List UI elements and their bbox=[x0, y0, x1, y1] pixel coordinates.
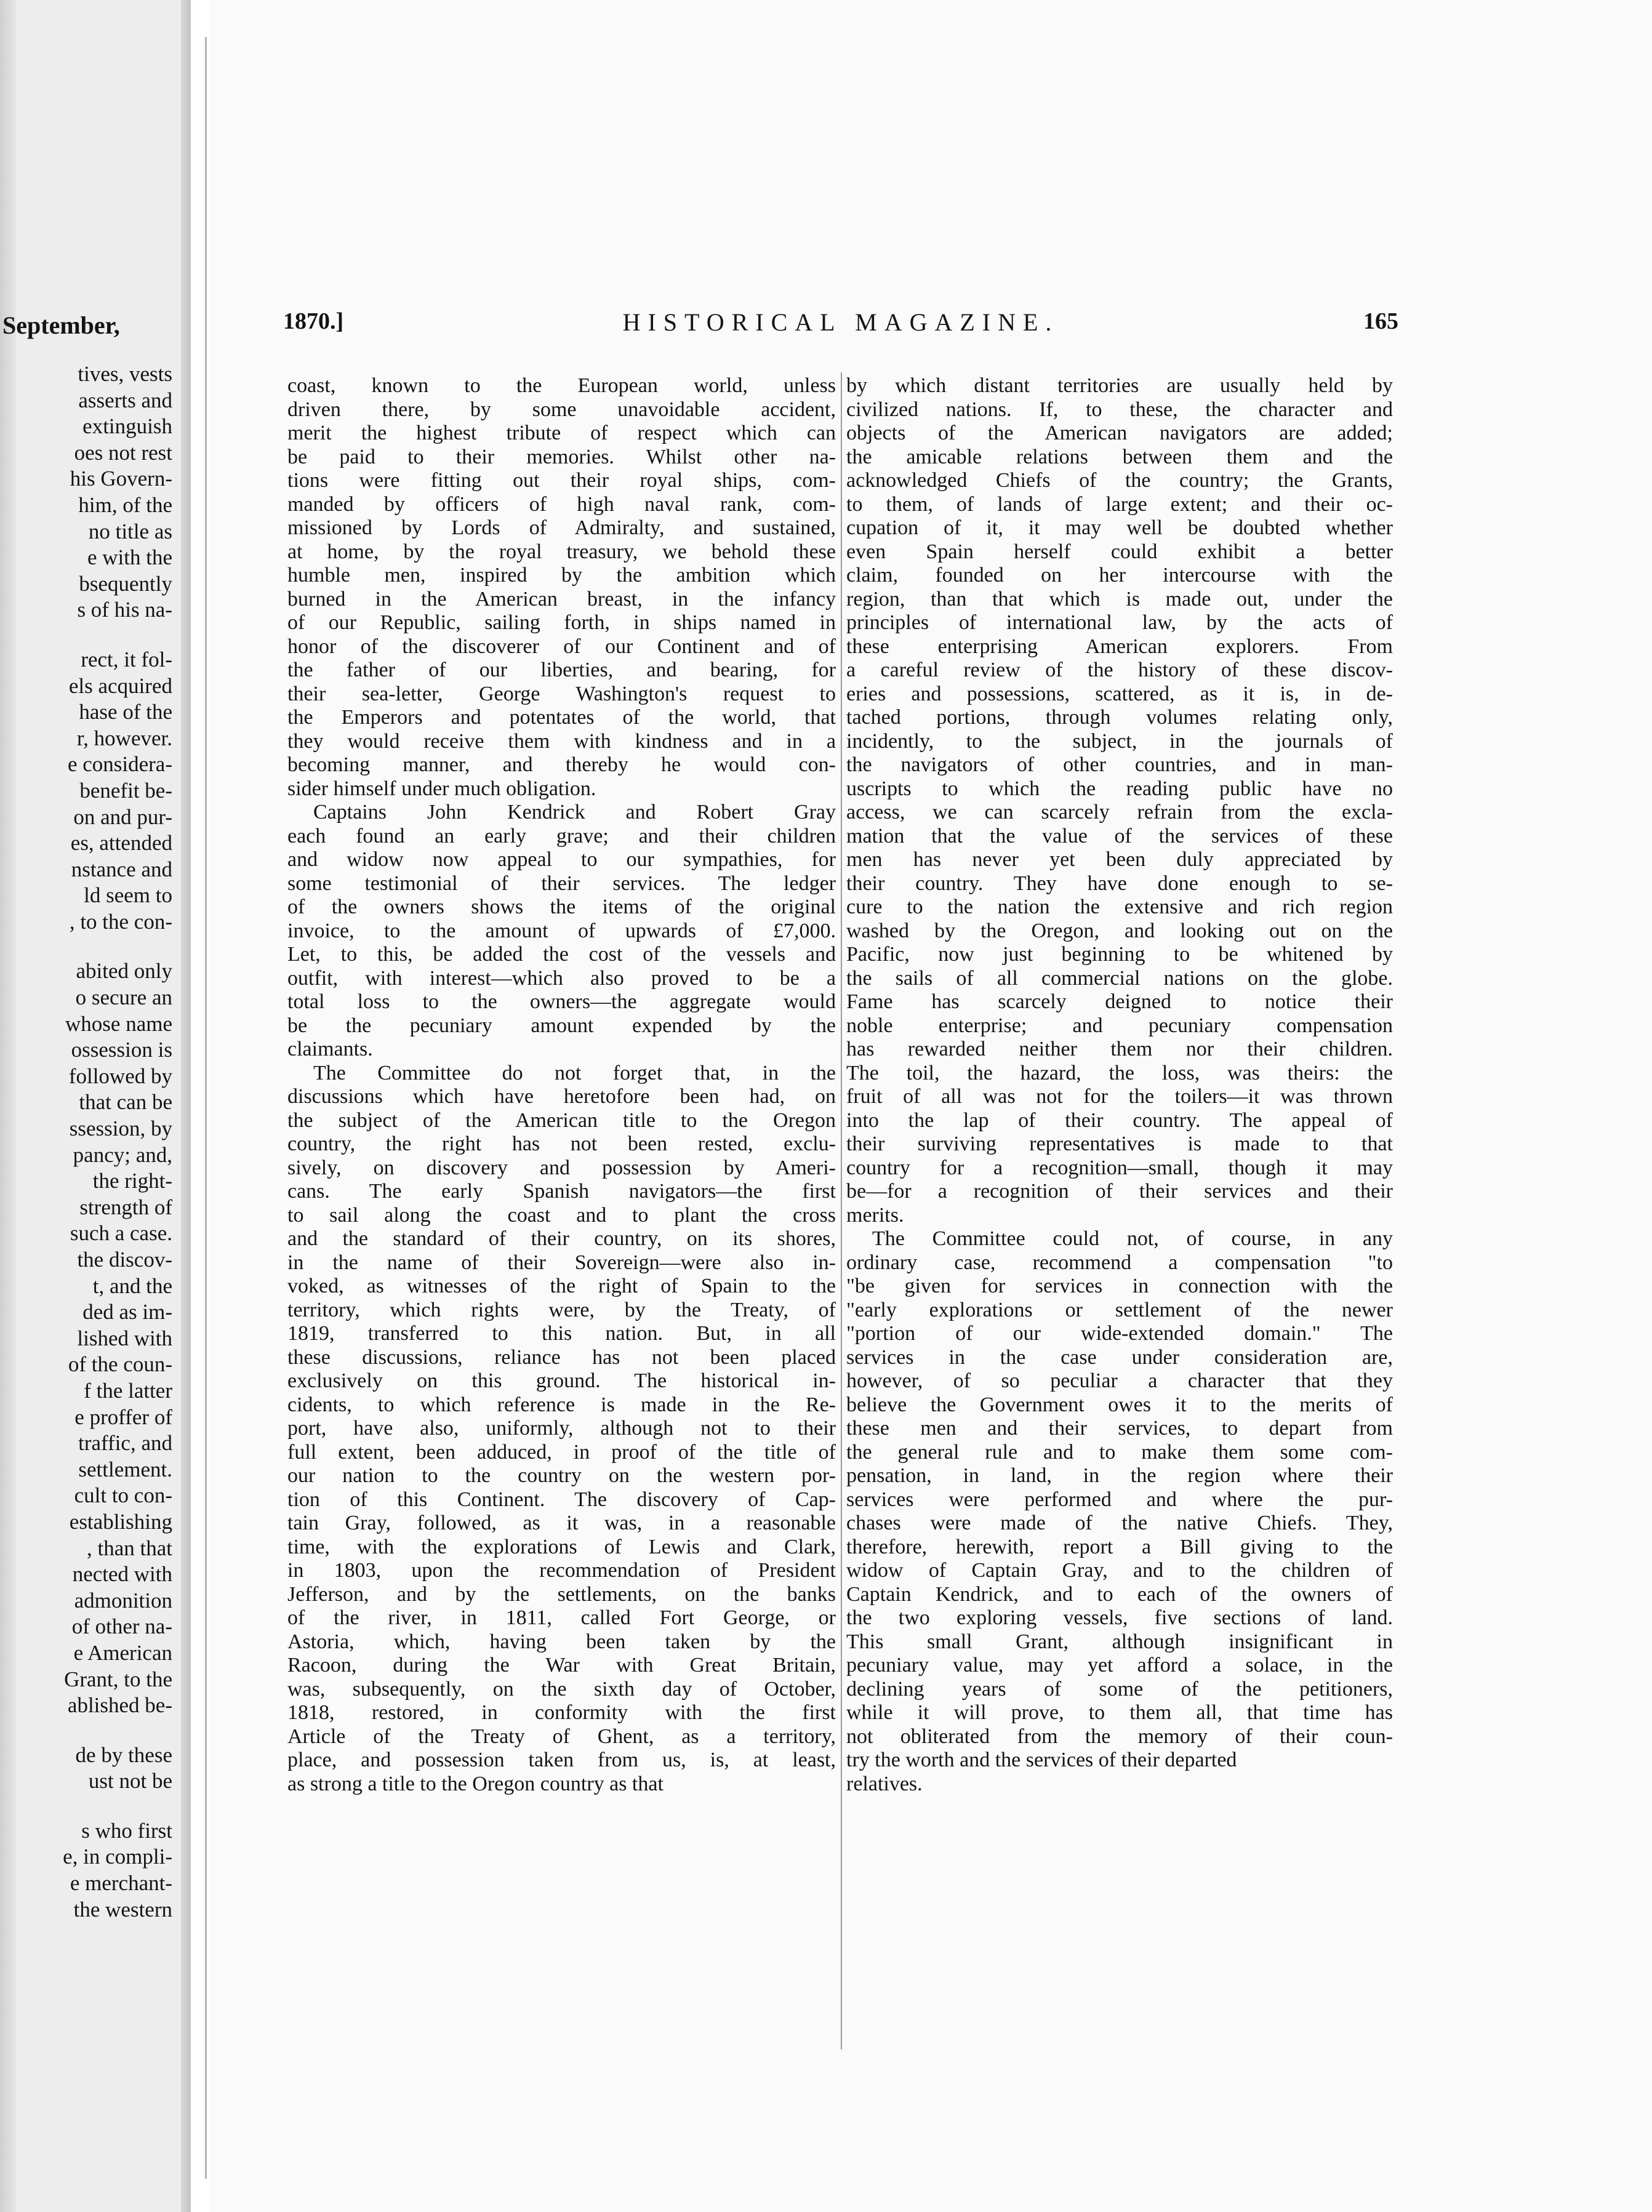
text-line: territory, which rights were, by the Treaty, of bbox=[287, 1298, 836, 1321]
text-column-left bbox=[287, 374, 836, 1796]
text-line: pensation, in land, in the region where their bbox=[846, 1464, 1393, 1487]
text-line: coast, known to the European world, unless bbox=[287, 374, 836, 397]
facing-page-line: es, attended bbox=[70, 831, 172, 856]
text-line: by which distant territories are usually held by bbox=[846, 374, 1393, 397]
text-line: humble men, inspired by the ambition which bbox=[287, 564, 836, 587]
text-line: civilized nations. If, to these, the character and bbox=[846, 398, 1393, 421]
facing-page-line: followed by bbox=[68, 1064, 172, 1088]
facing-page-line: tives, vests bbox=[78, 362, 172, 386]
gutter-rule bbox=[205, 37, 207, 2179]
text-line: tached portions, through volumes relating only, bbox=[846, 706, 1393, 729]
text-line: Article of the Treaty of Ghent, as a territory, bbox=[287, 1725, 836, 1748]
text-line: each found an early grave; and their children bbox=[287, 824, 836, 848]
facing-page-line: extinguish bbox=[82, 414, 172, 439]
text-line: to them, of lands of large extent; and their oc- bbox=[846, 492, 1393, 516]
text-line: time, with the explorations of Lewis and Clark, bbox=[287, 1535, 836, 1558]
text-line: total loss to the owners—the aggregate would bbox=[287, 990, 836, 1013]
text-line: therefore, herewith, report a Bill giving to the bbox=[846, 1535, 1393, 1558]
text-line: be—for a recognition of their services and their bbox=[846, 1180, 1393, 1203]
text-line: believe the Government owes it to the merits of bbox=[846, 1393, 1393, 1416]
text-line: be paid to their memories. Whilst other na- bbox=[287, 445, 836, 468]
facing-page-line: admonition bbox=[74, 1588, 172, 1613]
text-line: The Committee do not forget that, in the bbox=[313, 1061, 836, 1084]
running-header bbox=[283, 308, 1398, 345]
text-line: cure to the nation the extensive and rich region bbox=[846, 896, 1393, 918]
text-line: sider himself under much obligation. bbox=[287, 777, 596, 800]
text-line: Astoria, which, having been taken by the bbox=[287, 1630, 836, 1653]
text-line: claimants. bbox=[287, 1038, 373, 1060]
facing-page-line bbox=[0, 1719, 172, 1742]
facing-page-line: r, however. bbox=[76, 726, 172, 750]
text-line: to sail along the coast and to plant the cross bbox=[287, 1203, 836, 1227]
facing-page-line: bsequently bbox=[79, 571, 172, 596]
text-line: the navigators of other countries, and in man- bbox=[846, 753, 1393, 776]
text-line: The toil, the hazard, the loss, was theirs: the bbox=[846, 1061, 1393, 1084]
text-line: Let, to this, be added the cost of the vessels and bbox=[287, 943, 836, 966]
text-line: be the pecuniary amount expended by the bbox=[287, 1014, 836, 1037]
text-line: outfit, with interest—which also proved to be a bbox=[287, 966, 836, 990]
facing-page-line: ossession is bbox=[71, 1038, 172, 1062]
text-line: these men and their services, to depart from bbox=[846, 1417, 1393, 1440]
text-line: not obliterated from the memory of their coun- bbox=[846, 1725, 1393, 1748]
facing-page-line: de by these bbox=[75, 1742, 172, 1767]
text-line: acknowledged Chiefs of the country; the Grants, bbox=[846, 469, 1393, 492]
text-line: has rewarded neither them nor their children. bbox=[846, 1038, 1393, 1060]
facing-page-line: , to the con- bbox=[69, 909, 172, 934]
facing-page-line: establishing bbox=[69, 1509, 172, 1534]
text-line: manded by officers of high naval rank, com- bbox=[287, 492, 836, 516]
facing-page-line: strength of bbox=[79, 1195, 172, 1219]
facing-page-line: nected with bbox=[72, 1562, 172, 1587]
facing-page-line: , than that bbox=[87, 1536, 172, 1560]
facing-page-line: on and pur- bbox=[73, 804, 172, 829]
facing-page-line: e, in compli- bbox=[63, 1845, 172, 1869]
facing-page-line: e American bbox=[73, 1640, 172, 1665]
page-number: 165 bbox=[1363, 308, 1398, 334]
facing-page-line: Grant, to the bbox=[64, 1667, 172, 1691]
facing-page-line: the right- bbox=[92, 1169, 172, 1193]
text-line: in the name of their Sovereign—were also in- bbox=[287, 1251, 836, 1274]
text-line: of the owners shows the items of the original bbox=[287, 896, 836, 918]
facing-page-line: abited only bbox=[76, 959, 172, 984]
text-line: a careful review of the history of these discov- bbox=[846, 659, 1393, 681]
facing-page-line: whose name bbox=[65, 1011, 172, 1036]
facing-page-line: benefit be- bbox=[79, 778, 172, 803]
text-line: merit the highest tribute of respect which can bbox=[287, 422, 836, 444]
text-line: their surviving representatives is made to that bbox=[846, 1132, 1393, 1155]
text-line: and the standard of their country, on its shores, bbox=[287, 1227, 836, 1250]
text-line: pecuniary value, may yet afford a solace, in the bbox=[846, 1654, 1393, 1677]
text-line: the subject of the American title to the Oregon bbox=[287, 1108, 836, 1132]
facing-page-line: oes not rest bbox=[74, 440, 172, 465]
text-line: mation that the value of the services of these bbox=[846, 824, 1393, 848]
text-line: their country. They have done enough to se- bbox=[846, 872, 1393, 895]
facing-page-line bbox=[0, 935, 172, 958]
facing-page-header: September, bbox=[2, 311, 120, 339]
text-line: "early explorations or settlement of the newer bbox=[846, 1298, 1393, 1321]
text-line: exclusively on this ground. The historical in- bbox=[287, 1369, 836, 1392]
text-line: Jefferson, and by the settlements, on the banks bbox=[287, 1582, 836, 1606]
text-line: our nation to the country on the western por- bbox=[287, 1464, 836, 1487]
text-line: these enterprising American explorers. From bbox=[846, 635, 1393, 658]
text-line: honor of the discoverer of our Continent and of bbox=[287, 635, 836, 658]
facing-page-line: rect, it fol- bbox=[81, 647, 172, 671]
facing-page-line: ablished be- bbox=[67, 1693, 172, 1718]
text-line: Fame has scarcely deigned to notice their bbox=[846, 990, 1393, 1013]
text-line: services in the case under consideration are, bbox=[846, 1345, 1393, 1369]
text-line: of the river, in 1811, called Fort George, or bbox=[287, 1606, 836, 1629]
facing-page-line: no title as bbox=[88, 519, 172, 543]
text-line: fruit of all was not for the toilers—it was thrown bbox=[846, 1085, 1393, 1108]
text-line: try the worth and the services of their departed bbox=[846, 1749, 1237, 1771]
text-line: eries and possessions, scattered, as it is, in de- bbox=[846, 682, 1393, 705]
text-line: Pacific, now just beginning to be whitened by bbox=[846, 943, 1393, 966]
facing-page-line: s of his na- bbox=[77, 598, 172, 622]
facing-page-line: him, of the bbox=[78, 492, 172, 517]
facing-page-line: lished with bbox=[77, 1326, 172, 1350]
header-year: 1870.] bbox=[283, 308, 344, 334]
text-line: merits. bbox=[846, 1203, 904, 1227]
text-line: becoming manner, and thereby he would con- bbox=[287, 753, 836, 776]
text-line: they would receive them with kindness and in a bbox=[287, 729, 836, 753]
column-rule bbox=[841, 372, 842, 2050]
facing-page-line: o secure an bbox=[75, 985, 172, 1010]
facing-page-line: asserts and bbox=[78, 388, 172, 412]
text-line: cupation of it, it may well be doubted whether bbox=[846, 516, 1393, 539]
text-line: of our Republic, sailing forth, in ships named in bbox=[287, 611, 836, 634]
text-line: these discussions, reliance has not been placed bbox=[287, 1345, 836, 1369]
facing-page-line: els acquired bbox=[68, 673, 172, 698]
text-line: the amicable relations between them and the bbox=[846, 445, 1393, 468]
facing-page-line bbox=[0, 1795, 172, 1818]
text-line: invoice, to the amount of upwards of £7,000. bbox=[287, 919, 836, 942]
text-line: sively, on discovery and possession by Ameri- bbox=[287, 1156, 836, 1179]
text-line: widow of Captain Gray, and to the children of bbox=[846, 1559, 1393, 1582]
text-line: tain Gray, followed, as it was, in a reasonable bbox=[287, 1512, 836, 1534]
text-line: region, than that which is made out, under the bbox=[846, 587, 1393, 611]
facing-page-line: the discov- bbox=[77, 1248, 172, 1272]
facing-page-line: cult to con- bbox=[74, 1483, 172, 1508]
facing-page-line: pancy; and, bbox=[73, 1142, 172, 1167]
facing-page-line: t, and the bbox=[92, 1273, 172, 1298]
text-line: The Committee could not, of course, in any bbox=[872, 1227, 1393, 1250]
text-line: access, we can scarcely refrain from the excla- bbox=[846, 801, 1393, 823]
text-line: port, have also, uniformly, although not to their bbox=[287, 1417, 836, 1440]
text-line: tion of this Continent. The discovery of Cap- bbox=[287, 1488, 836, 1511]
facing-page-line: e merchant- bbox=[70, 1871, 172, 1896]
text-line: tions were fitting out their royal ships, com- bbox=[287, 469, 836, 492]
text-line: relatives. bbox=[846, 1772, 923, 1795]
facing-page-line: e with the bbox=[87, 545, 172, 570]
text-line: noble enterprise; and pecuniary compensation bbox=[846, 1014, 1393, 1037]
facing-page-line: hase of the bbox=[79, 700, 172, 724]
facing-page-line: f the latter bbox=[84, 1378, 172, 1403]
facing-page-line: ssession, by bbox=[69, 1116, 172, 1141]
facing-page-line: of the coun- bbox=[68, 1352, 172, 1377]
text-line: driven there, by some unavoidable accident, bbox=[287, 398, 836, 421]
facing-page-line: his Govern- bbox=[70, 467, 172, 491]
text-line: country for a recognition—small, though it may bbox=[846, 1156, 1393, 1179]
text-line: Racoon, during the War with Great Britain, bbox=[287, 1654, 836, 1677]
text-column-right bbox=[846, 374, 1393, 1796]
text-line: the general rule and to make them some com- bbox=[846, 1440, 1393, 1464]
text-line: as strong a title to the Oregon country as that bbox=[287, 1772, 664, 1795]
facing-page-line bbox=[0, 623, 172, 647]
page-fold bbox=[181, 0, 191, 2212]
text-line: 1818, restored, in conformity with the first bbox=[287, 1701, 836, 1724]
text-line: the Emperors and potentates of the world, that bbox=[287, 706, 836, 729]
facing-page-line: nstance and bbox=[71, 857, 172, 881]
magazine-title: HISTORICAL MAGAZINE. bbox=[622, 308, 1059, 336]
text-line: in 1803, upon the recommendation of President bbox=[287, 1559, 836, 1582]
text-line: country, the right has not been rested, exclu- bbox=[287, 1132, 836, 1155]
text-line: cidents, to which reference is made in the Re- bbox=[287, 1393, 836, 1416]
facing-page-line: of other na- bbox=[71, 1614, 172, 1639]
text-line: ordinary case, recommend a compensation "to bbox=[846, 1251, 1393, 1274]
text-line: This small Grant, although insignificant in bbox=[846, 1630, 1393, 1653]
facing-page-line: ust not be bbox=[88, 1769, 172, 1793]
text-line: chases were made of the native Chiefs. They, bbox=[846, 1512, 1393, 1534]
text-line: missioned by Lords of Admiralty, and sustained, bbox=[287, 516, 836, 539]
text-line: principles of international law, by the acts of bbox=[846, 611, 1393, 634]
text-line: while it will prove, to them all, that time has bbox=[846, 1701, 1393, 1724]
text-line: burned in the American breast, in the infancy bbox=[287, 587, 836, 611]
text-line: place, and possession taken from us, is, at least, bbox=[287, 1749, 836, 1771]
text-line: some testimonial of their services. The ledger bbox=[287, 872, 836, 895]
text-line: "portion of our wide-extended domain." The bbox=[846, 1322, 1393, 1345]
text-line: the sails of all commercial nations on the globe. bbox=[846, 966, 1393, 990]
text-line: and widow now appeal to our sympathies, for bbox=[287, 848, 836, 871]
text-line: full extent, been adduced, in proof of the title of bbox=[287, 1440, 836, 1464]
facing-page-text bbox=[0, 361, 172, 1923]
text-line: even Spain herself could exhibit a better bbox=[846, 540, 1393, 563]
text-line: the two exploring vessels, five sections of land. bbox=[846, 1606, 1393, 1629]
text-line: services were performed and where the pur- bbox=[846, 1488, 1393, 1511]
facing-page-fragment bbox=[0, 0, 191, 2212]
facing-page-line: settlement. bbox=[78, 1457, 172, 1481]
text-line: into the lap of their country. The appeal of bbox=[846, 1108, 1393, 1132]
facing-page-line: such a case. bbox=[70, 1221, 172, 1246]
text-line: washed by the Oregon, and looking out on the bbox=[846, 919, 1393, 942]
text-line: cans. The early Spanish navigators—the first bbox=[287, 1180, 836, 1203]
facing-page-line: e proffer of bbox=[74, 1405, 172, 1429]
text-line: voked, as witnesses of the right of Spain to the bbox=[287, 1275, 836, 1297]
text-line: claim, founded on her intercourse with the bbox=[846, 564, 1393, 587]
facing-page-line: traffic, and bbox=[78, 1431, 172, 1456]
facing-page-line: ded as im- bbox=[82, 1300, 172, 1324]
facing-page-line: that can be bbox=[79, 1090, 172, 1115]
facing-page-line: s who first bbox=[81, 1818, 172, 1843]
text-line: however, of so peculiar a character that they bbox=[846, 1369, 1393, 1392]
facing-page-line: the western bbox=[73, 1897, 172, 1921]
text-line: objects of the American navigators are added; bbox=[846, 422, 1393, 444]
facing-page-line: ld seem to bbox=[84, 883, 172, 908]
text-line: Captains John Kendrick and Robert Gray bbox=[313, 801, 836, 823]
text-line: their sea-letter, George Washington's request to bbox=[287, 682, 836, 705]
text-line: discussions which have heretofore been had, on bbox=[287, 1085, 836, 1108]
text-line: was, subsequently, on the sixth day of October, bbox=[287, 1677, 836, 1701]
text-line: "be given for services in connection with the bbox=[846, 1275, 1393, 1297]
text-line: at home, by the royal treasury, we behold these bbox=[287, 540, 836, 563]
text-line: Captain Kendrick, and to each of the owners of bbox=[846, 1582, 1393, 1606]
text-line: 1819, transferred to this nation. But, in all bbox=[287, 1322, 836, 1345]
text-line: men has never yet been duly appreciated by bbox=[846, 848, 1393, 871]
facing-page-line: e considera- bbox=[67, 752, 172, 777]
text-line: incidently, to the subject, in the journals of bbox=[846, 729, 1393, 753]
text-line: declining years of some of the petitioners, bbox=[846, 1677, 1393, 1701]
text-line: uscripts to which the reading public have no bbox=[846, 777, 1393, 800]
text-line: the father of our liberties, and bearing, for bbox=[287, 659, 836, 681]
